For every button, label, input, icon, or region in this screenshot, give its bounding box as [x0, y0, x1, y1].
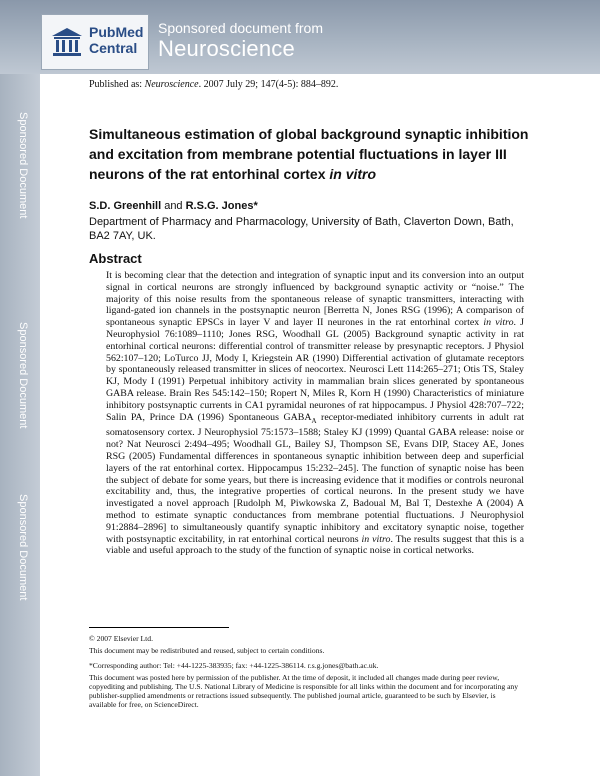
- corresponding-footnote-mark: *: [89, 661, 93, 670]
- abstract-text: It is becoming clear that the detection and integration of synaptic input and its conversion into an output signal in cortical neurons are strongly influenced by background synaptic activity or “noise.” The majority of this noise results from the spontaneous release of synaptic transmitters, interacting with ligand-gated ion channels in the postsynaptic neuron [Berretta N, Jones RSG (1996); A comparison of spontaneous synaptic EPSCs in layer V and layer II neurones in the rat entorhinal cortex: [106, 270, 524, 329]
- deposit-notice: This document was posted here by permission of the publisher. At the time of deposit, it included all changes made during peer review, copyediting and publishing. The U.S. National Library of Medicine is responsible for all links within the document and for incorporating any publisher-supplied amendments or retractions issued subsequently. The published journal article, guaranteed to be such by Elsevier, is available for free, on ScienceDirect.: [89, 673, 519, 709]
- logo-line-1: PubMed: [89, 24, 144, 40]
- logo-text: [89, 24, 143, 56]
- author-2: R.S.G. Jones: [185, 200, 254, 212]
- abstract-subscript: A: [311, 416, 317, 425]
- sidebar-label: Sponsored Document: [17, 322, 29, 429]
- corresponding-mark[interactable]: *: [253, 200, 258, 212]
- copyright-note: © 2007 Elsevier Ltd.: [89, 634, 153, 643]
- sidebar-label: Sponsored Document: [17, 494, 29, 601]
- publication-details: . 2007 July 29; 147(4-5): 884–892.: [198, 79, 339, 90]
- publication-journal: Neuroscience: [144, 79, 199, 90]
- title-main: Simultaneous estimation of global background synaptic inhibition and excitation from membrane potential fluctuations in layer III neurons of the rat entorhinal cortex: [89, 126, 529, 182]
- logo-line-2: Central: [89, 40, 138, 56]
- sponsored-sidebar: [0, 74, 40, 776]
- author-1: S.D. Greenhill: [89, 200, 162, 212]
- journal-name: Neuroscience: [158, 36, 295, 61]
- author-list: [89, 200, 258, 212]
- publication-prefix: Published as:: [89, 79, 145, 90]
- header-banner: [0, 0, 600, 74]
- corresponding-author-text: Corresponding author: Tel: +44-1225-383935; fax: +44-1225-386114. r.s.g.jones@bath.ac.uk.: [92, 661, 379, 670]
- title-italic: in vitro: [329, 166, 377, 182]
- abstract-heading: Abstract: [89, 251, 142, 266]
- abstract-italic: in vitro: [483, 317, 514, 329]
- sponsor-line: Sponsored document from: [158, 20, 323, 36]
- abstract-body: [106, 270, 524, 557]
- abstract-text: receptor-mediated inhibitory currents in adult rat somatosensory cortex. J Neurophysiol 75:1573–1588; Staley KJ (1999) Quantal GABA release: noise or not? Nat Neurosci 2:494–495; Woodhall GL, Bailey SJ, Thompson SE, Evans DIP, Stacey AE, Jones RSG (2005) Fundamental differences in spontaneous synaptic inhibition between deep and superficial layers of the rat entorhinal cortex. Hippocampus 15:232–245]. The function of synaptic noise has been the subject of debate for some years, but there is increasing evidence that it modifies or controls neuronal excitability and, thus, the integrative properties of cortical neurons. In the present study we have investigated a novel approach [Rudolph M, Piwkowska Z, Badoual M, Bal T, Destexhe A (2004) A method to estimate synaptic conductances from membrane potential fluctuations. J Neurophysiol 91:2884–2896] to simultaneously quantify synaptic inhibitory and excitatory synaptic noise, together with postsynaptic excitability, in rat entorhinal cortical neurons: [106, 411, 524, 545]
- building-icon: [50, 25, 84, 59]
- abstract-text: . The results suggest that this is a viable and useful approach to the study of the function of synaptic noise in cortical networks.: [106, 533, 524, 557]
- author-conjunction: and: [161, 200, 186, 212]
- abstract-italic: in vitro: [361, 533, 391, 545]
- affiliation: Department of Pharmacy and Pharmacology, University of Bath, Claverton Down, Bath, BA2 7AY, UK.: [89, 216, 514, 242]
- pubmed-central-logo[interactable]: [41, 14, 149, 70]
- publication-info: [89, 79, 338, 90]
- reuse-note: This document may be redistributed and reused, subject to certain conditions.: [89, 646, 325, 655]
- corresponding-author-note: [89, 661, 519, 670]
- article-title: [89, 124, 529, 184]
- abstract-text: . J Neurophysiol 76:1089–1110; Jones RSG, Woodhall GL (2005) Background synaptic activity in rat entorhinal cortical neurons: differential control of transmitter release by presynaptic receptors. J Physiol 562:107–120; LoTurco JJ, Mody I, Kriegstein AR (1990) Differential activation of glutamate receptors by spontaneously released transmitter in slices of neocortex. Neurosci Lett 114:265–271; Otis TS, Staley KJ, Mody I (1991) Perpetual inhibitory activity in mammalian brain slices generated by spontaneous GABA release. Brain Res 545:142–150; Ropert N, Miles R, Korn H (1990) Characteristics of miniature inhibitory postsynaptic currents in CA1 pyramidal neurones of rat hippocampus. J Physiol 428:707–722; Salin PA, Prince DA (1996) Spontaneous GABA: [106, 317, 525, 423]
- sidebar-label: Sponsored Document: [17, 112, 29, 219]
- footnote-divider: [89, 627, 229, 628]
